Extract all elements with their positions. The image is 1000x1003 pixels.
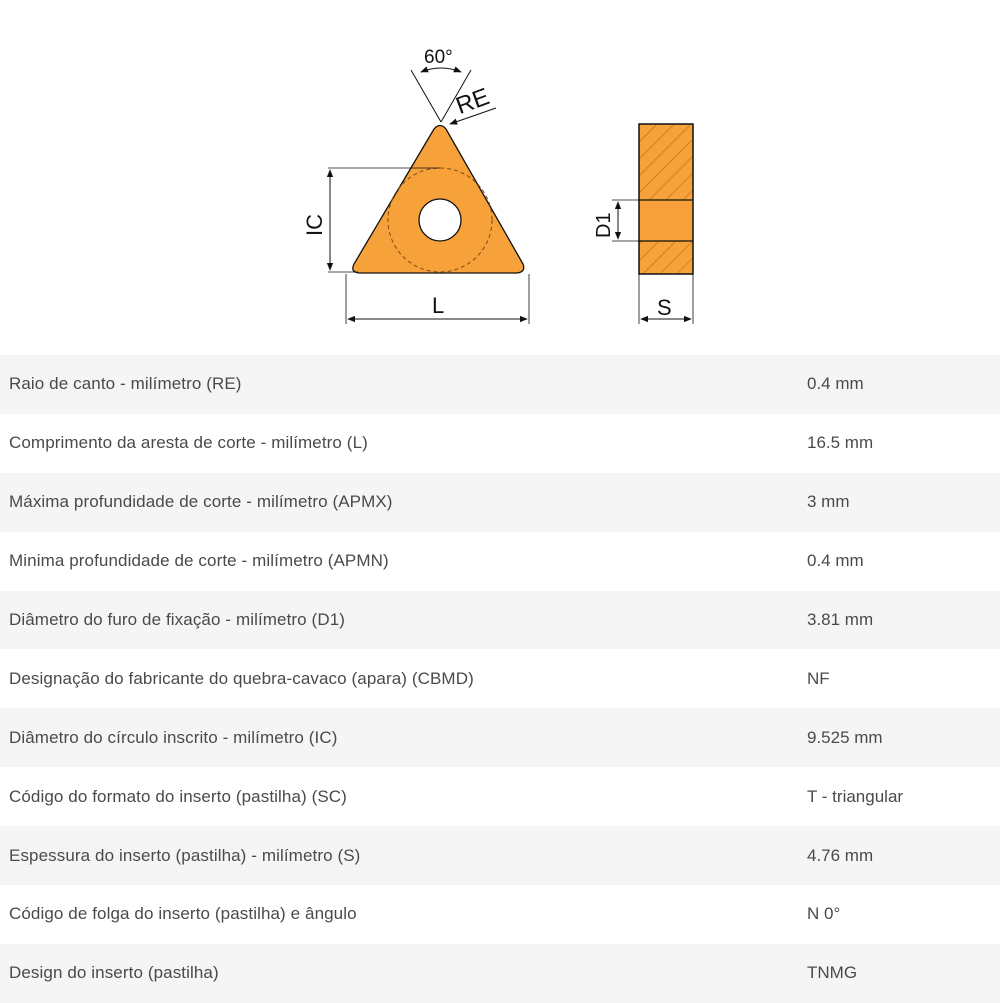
fixing-hole: [419, 199, 461, 241]
ic-label: IC: [302, 214, 327, 236]
spec-row: [0, 944, 1000, 1003]
d1-dimension: [612, 200, 639, 241]
spec-label: Design do inserto (pastilha): [9, 963, 219, 983]
spec-value: 4.76 mm: [807, 845, 874, 865]
spec-row: [0, 473, 1000, 532]
spec-row: [0, 708, 1000, 767]
d1-label: D1: [593, 212, 615, 238]
spec-row: [0, 414, 1000, 473]
insert-drawing: [0, 0, 1000, 350]
spec-label: Diâmetro do furo de fixação - milímetro (D1): [9, 610, 346, 629]
spec-value: 3 mm: [807, 492, 850, 512]
l-label: L: [432, 293, 445, 318]
side-view: [639, 124, 693, 274]
spec-row: [0, 826, 1000, 885]
insert-diagram: [0, 0, 1000, 350]
spec-row: [0, 591, 1000, 650]
spec-label: Espessura do inserto (pastilha) - milímetro (S): [9, 845, 361, 865]
spec-value: 9.525 mm: [807, 727, 883, 747]
spec-value: 0.4 mm: [807, 374, 864, 394]
spec-label: Minima profundidade de corte - milímetro (APMN): [9, 551, 389, 571]
spec-row: [0, 767, 1000, 826]
spec-label: Designação do fabricante do quebra-cavaco (apara) (CBMD): [9, 668, 474, 688]
re-label: RE: [452, 83, 493, 120]
spec-row: [0, 532, 1000, 591]
spec-label: Código de folga do inserto (pastilha) e ângulo: [9, 904, 357, 924]
s-label: S: [657, 295, 672, 320]
spec-value: 0.4 mm: [807, 551, 864, 571]
spec-row: [0, 649, 1000, 708]
spec-label: Comprimento da aresta de corte - milímetro (L): [9, 433, 368, 453]
spec-value: 3.81 mm: [807, 610, 874, 629]
angle-label: 60°: [424, 47, 453, 68]
spec-value: N 0°: [807, 904, 841, 924]
spec-value: NF: [807, 668, 830, 688]
spec-label: Máxima profundidade de corte - milímetro (APMX): [9, 492, 393, 512]
spec-label: Diâmetro do círculo inscrito - milímetro (IC): [9, 727, 338, 747]
spec-value: TNMG: [807, 963, 858, 983]
spec-value: T - triangular: [807, 786, 904, 806]
spec-row: [0, 355, 1000, 414]
spec-label: Raio de canto - milímetro (RE): [9, 374, 242, 394]
spec-row: [0, 885, 1000, 944]
specs-table: [0, 355, 1000, 1003]
spec-label: Código do formato do inserto (pastilha) (SC): [9, 786, 347, 806]
spec-value: 16.5 mm: [807, 433, 874, 453]
